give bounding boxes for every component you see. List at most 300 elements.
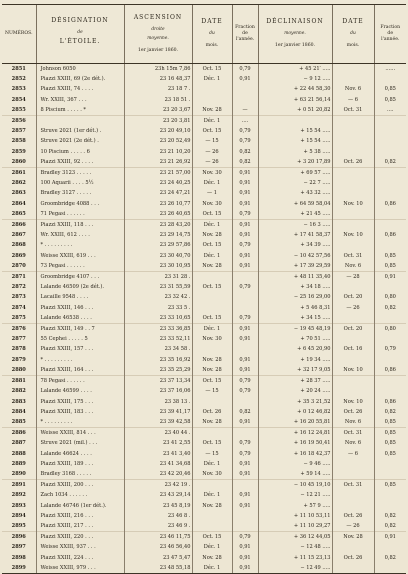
fraction-declinaison-cell: 0,86: [374, 230, 406, 240]
date-ascension-cell: — 1: [192, 188, 232, 198]
designation-cell: Groombridge 4107 . . .: [36, 272, 124, 283]
designation-cell: Piazzi XXIII, 164 . . .: [36, 365, 124, 376]
fraction-ascension-cell: 0,91: [232, 490, 258, 500]
fraction-ascension-cell: 0,79: [232, 386, 258, 396]
table-row: [2, 251, 406, 261]
fraction-declinaison-cell: 0,91: [374, 532, 406, 543]
date-ascension-cell: Nov. 30: [192, 469, 232, 480]
table-row: [2, 344, 406, 354]
ascension-cell: 23 38 13 .: [124, 397, 192, 407]
ascension-cell: 23 28 43,20: [124, 220, 192, 231]
fraction-declinaison-cell: 0,82: [374, 303, 406, 313]
declinaison-cell: − 12 48 .....: [258, 542, 332, 552]
date-declinaison-cell: [332, 168, 374, 179]
numero-cell: 2865: [11, 210, 26, 217]
numero-cell: 2892: [11, 492, 26, 499]
ascension-cell: 23 21 10,20: [124, 147, 192, 157]
date-ascension-cell: [192, 480, 232, 491]
fraction-ascension-cell: 0,91: [232, 417, 258, 428]
declinaison-cell: + 63 21 56,14: [258, 95, 332, 105]
table-row: [2, 95, 406, 105]
table-row: [2, 178, 406, 188]
numero-cell: 2894: [11, 512, 26, 519]
date-declinaison-cell: — 6: [332, 95, 374, 105]
fraction-ascension-cell: 0,91: [232, 459, 258, 469]
fraction-declinaison-cell: 0,85: [374, 480, 406, 491]
fraction-declinaison-cell: 0,86: [374, 365, 406, 376]
fraction-declinaison-cell: 0,86: [374, 397, 406, 407]
table-row: [2, 334, 406, 344]
ascension-cell: 23 47 5,47: [124, 553, 192, 563]
numero-cell: 2852: [11, 76, 26, 83]
declinaison-cell: + 16 20 55,81: [258, 417, 332, 428]
ascension-cell: 23 24 47,21: [124, 188, 192, 198]
fraction-ascension-cell: 0,82: [232, 147, 258, 157]
fraction-ascension-cell: [232, 95, 258, 105]
numero-cell: 2881: [2, 376, 36, 387]
fraction-ascension-cell: 0,79: [232, 240, 258, 250]
table-row: [2, 168, 406, 179]
declinaison-cell: − 16 3 .....: [258, 220, 332, 231]
fraction-ascension-cell: 0,91: [232, 251, 258, 261]
table-row: [2, 157, 406, 168]
designation-cell: Weisse XXIII, 619 . . .: [36, 251, 124, 261]
declinaison-cell: − 12 21 .....: [258, 490, 332, 500]
date-declinaison-cell: Oct. 31: [332, 480, 374, 491]
date-declinaison-cell: [332, 490, 374, 500]
designation-cell: Wr. XXIII, 367 . . .: [36, 95, 124, 105]
date-declinaison-cell: — 28: [332, 272, 374, 283]
date-ascension-cell: Déc. 1: [192, 178, 232, 188]
declinaison-cell: + 70 51 .....: [258, 334, 332, 344]
declinaison-cell: − 10 42 57,56: [258, 251, 332, 261]
numero-cell: 2869: [11, 252, 26, 259]
declinaison-cell: + 3 20 17,89: [258, 157, 332, 168]
fraction-declinaison-cell: ......: [374, 64, 406, 75]
designation-cell: Piazzi XXIII, 189 . . .: [36, 459, 124, 469]
ascension-cell: 23 16 48,37: [124, 74, 192, 84]
date-declinaison-cell: [332, 386, 374, 396]
date-ascension-cell: Nov. 30: [192, 168, 232, 179]
numero-cell: 2885: [11, 418, 26, 425]
numero-cell: 2859: [11, 148, 26, 155]
fraction-declinaison-cell: [374, 386, 406, 396]
ascension-cell: 23 41 34,68: [124, 459, 192, 469]
fraction-ascension-cell: [232, 480, 258, 491]
date-declinaison-cell: [332, 126, 374, 136]
ascension-cell: 23 21 57,00: [124, 168, 192, 179]
fraction-ascension-cell: [232, 303, 258, 313]
date-ascension-cell: Oct. 26: [192, 407, 232, 417]
ascension-cell: 23 26 40,65: [124, 209, 192, 220]
numero-cell: 2879: [11, 356, 26, 363]
declinaison-cell: + 32 17 9,05: [258, 365, 332, 376]
ascension-cell: 23 31 55,59: [124, 282, 192, 292]
date-ascension-cell: [192, 521, 232, 532]
declinaison-cell: + 69 57 .....: [258, 168, 332, 179]
numero-cell: 2888: [11, 450, 26, 457]
date-ascension-cell: Oct. 15: [192, 313, 232, 324]
header-declinaison: DÉCLINAISON moyenne. 1er janvier 1860.: [258, 5, 332, 64]
declinaison-cell: + 15 54 .....: [258, 136, 332, 146]
table-row: [2, 313, 406, 324]
ascension-cell: 23 37 16,06: [124, 386, 192, 396]
ascension-cell: 23 41 3,40: [124, 449, 192, 459]
fraction-declinaison-cell: ....: [374, 105, 406, 116]
numero-cell: 2874: [11, 304, 26, 311]
fraction-declinaison-cell: 0,79: [374, 344, 406, 354]
date-declinaison-cell: Nov. 6: [332, 438, 374, 448]
fraction-declinaison-cell: [374, 178, 406, 188]
ascension-cell: 23h 15m 7,86: [124, 64, 192, 75]
date-declinaison-cell: Nov. 10: [332, 199, 374, 209]
date-ascension-cell: Déc. 1: [192, 220, 232, 231]
ascension-cell: 23 48 55,18: [124, 563, 192, 574]
table-row: [2, 136, 406, 146]
declinaison-cell: + 45 21′ .....: [258, 64, 332, 75]
numero-cell: 2895: [11, 522, 26, 529]
date-declinaison-cell: — 26: [332, 303, 374, 313]
date-declinaison-cell: [332, 64, 374, 75]
numero-cell: 2868: [11, 242, 26, 249]
table-row: [2, 386, 406, 396]
date-declinaison-cell: [332, 116, 374, 127]
fraction-declinaison-cell: [374, 334, 406, 344]
date-declinaison-cell: [332, 188, 374, 198]
designation-cell: Groombridge 4088 . . .: [36, 199, 124, 209]
date-ascension-cell: [192, 511, 232, 521]
numero-cell: 2870: [11, 262, 26, 269]
date-declinaison-cell: Oct. 20: [332, 292, 374, 302]
ascension-cell: 23 42 19 .: [124, 480, 192, 491]
designation-cell: Johnson 6050: [36, 64, 124, 75]
table-row: [2, 209, 406, 220]
fraction-declinaison-cell: [374, 136, 406, 146]
date-declinaison-cell: Nov. 10: [332, 365, 374, 376]
date-ascension-cell: Déc. 1: [192, 324, 232, 335]
date-ascension-cell: Nov. 30: [192, 334, 232, 344]
ascension-cell: 23 41 2,55: [124, 438, 192, 448]
declinaison-cell: − 19 45 48,19: [258, 324, 332, 335]
designation-cell: Zach 1034 . . . . . .: [36, 490, 124, 500]
date-ascension-cell: Déc. 1: [192, 459, 232, 469]
fraction-declinaison-cell: 0,82: [374, 521, 406, 532]
header-date-declinaison: DATE du mois.: [332, 5, 374, 64]
ascension-cell: 23 45 8,19: [124, 501, 192, 511]
designation-cell: 78 Pegasi . . . . . .: [36, 376, 124, 387]
table-row: [2, 553, 406, 563]
fraction-declinaison-cell: [374, 313, 406, 324]
fraction-declinaison-cell: [374, 209, 406, 220]
fraction-ascension-cell: [232, 272, 258, 283]
date-ascension-cell: [192, 303, 232, 313]
table-row: [2, 521, 406, 532]
declinaison-cell: − 22 7 .....: [258, 178, 332, 188]
numero-cell: 2863: [11, 190, 26, 197]
date-ascension-cell: Oct. 15: [192, 532, 232, 543]
declinaison-cell: + 64 59 58,04: [258, 199, 332, 209]
ascension-cell: 23 20 49,10: [124, 126, 192, 136]
table-row: [2, 324, 406, 335]
designation-cell: Wr. XXIII, 612 . . . .: [36, 230, 124, 240]
table-row: [2, 469, 406, 480]
date-ascension-cell: Déc. 1: [192, 563, 232, 574]
table-row: [2, 303, 406, 313]
date-declinaison-cell: Oct. 31: [332, 251, 374, 261]
date-declinaison-cell: Nov. 6: [332, 84, 374, 94]
date-ascension-cell: Oct. 15: [192, 64, 232, 75]
numero-cell: 2857: [11, 128, 26, 135]
table-row: [2, 365, 406, 376]
designation-cell: Weisse XXIII, 979 . . .: [36, 563, 124, 574]
declinaison-cell: + 34 18 .....: [258, 282, 332, 292]
fraction-ascension-cell: 0,79: [232, 64, 258, 75]
date-ascension-cell: [192, 84, 232, 94]
numero-cell: 2871: [2, 272, 36, 283]
date-ascension-cell: — 15: [192, 136, 232, 146]
declinaison-cell: − 12 49 .....: [258, 563, 332, 574]
date-declinaison-cell: — 6: [332, 449, 374, 459]
fraction-ascension-cell: —: [232, 105, 258, 116]
table-row: [2, 240, 406, 250]
fraction-declinaison-cell: 0,86: [374, 199, 406, 209]
date-ascension-cell: — 15: [192, 449, 232, 459]
fraction-declinaison-cell: [374, 168, 406, 179]
ascension-cell: 23 21 26,92: [124, 157, 192, 168]
ascension-cell: 23 46 8 .: [124, 511, 192, 521]
designation-cell: Lalande 46538 . . . .: [36, 313, 124, 324]
declinaison-cell: + 48 11 35,40: [258, 272, 332, 283]
declinaison-cell: + 16 12 24,81: [258, 428, 332, 439]
numero-cell: 2856: [2, 116, 36, 127]
ascension-cell: 23 20 3,81: [124, 116, 192, 127]
designation-cell: Piazzi XXIII, 224 . . .: [36, 553, 124, 563]
ascension-cell: 23 39 42,58: [124, 417, 192, 428]
designation-cell: [36, 116, 124, 127]
table-row: [2, 428, 406, 439]
table-row: [2, 282, 406, 292]
ascension-cell: 23 18 51 .: [124, 95, 192, 105]
declinaison-cell: + 0 12 46,82: [258, 407, 332, 417]
table-row: [2, 292, 406, 302]
table-row: [2, 261, 406, 272]
table-row: [2, 480, 406, 491]
date-declinaison-cell: Oct. 31: [332, 428, 374, 439]
fraction-declinaison-cell: 0,85: [374, 438, 406, 448]
ascension-cell: 23 46 56,40: [124, 542, 192, 552]
fraction-declinaison-cell: [374, 459, 406, 469]
date-ascension-cell: Déc. 1: [192, 251, 232, 261]
fraction-ascension-cell: 0,79: [232, 126, 258, 136]
designation-cell: Piazzi XXIII, 217 . . .: [36, 521, 124, 532]
designation-cell: Piazzi XXIII, 69 (2e dét.).: [36, 74, 124, 84]
ascension-cell: 23 33 36,85: [124, 324, 192, 335]
table-row: [2, 397, 406, 407]
numero-cell: 2875: [11, 314, 26, 321]
designation-cell: Struve 2021 (mil.) . . .: [36, 438, 124, 448]
declinaison-cell: + 57 9 .....: [258, 501, 332, 511]
table-row: [2, 105, 406, 116]
fraction-ascension-cell: 0,82: [232, 407, 258, 417]
fraction-ascension-cell: 0,91: [232, 563, 258, 574]
numero-cell: 2860: [11, 158, 26, 165]
designation-cell: Bradley 3127 . . . . .: [36, 188, 124, 198]
designation-cell: Bradley 3123 . . . . .: [36, 168, 124, 179]
numero-cell: 2897: [11, 544, 26, 551]
date-ascension-cell: — 15: [192, 386, 232, 396]
date-declinaison-cell: [332, 334, 374, 344]
declinaison-cell: + 22 44 58,30: [258, 84, 332, 94]
date-ascension-cell: Déc. 1: [192, 542, 232, 552]
fraction-declinaison-cell: 0,82: [374, 553, 406, 563]
date-ascension-cell: Déc. 1: [192, 116, 232, 127]
fraction-ascension-cell: 0,82: [232, 157, 258, 168]
designation-cell: * . . . . . . . . .: [36, 355, 124, 365]
declinaison-cell: + 35 3 21,52: [258, 397, 332, 407]
declinaison-cell: − 9 12 .....: [258, 74, 332, 84]
date-declinaison-cell: [332, 469, 374, 480]
header-fraction-declinaison: Fraction de l'année.: [374, 5, 406, 64]
date-ascension-cell: Nov. 28: [192, 355, 232, 365]
numero-cell: 2872: [11, 284, 26, 291]
date-declinaison-cell: [332, 178, 374, 188]
declinaison-cell: + 5 46 8,31: [258, 303, 332, 313]
fraction-declinaison-cell: 0,85: [374, 449, 406, 459]
declinaison-cell: + 17 41 58,37: [258, 230, 332, 240]
date-declinaison-cell: Oct. 26: [332, 157, 374, 168]
declinaison-cell: + 15 54 .....: [258, 126, 332, 136]
ascension-cell: 23 20 52,49: [124, 136, 192, 146]
fraction-declinaison-cell: [374, 147, 406, 157]
table-row: [2, 188, 406, 198]
fraction-ascension-cell: [232, 521, 258, 532]
date-declinaison-cell: Nov. 10: [332, 230, 374, 240]
fraction-declinaison-cell: [374, 563, 406, 574]
designation-cell: Bradley 3168 . . . . .: [36, 469, 124, 480]
fraction-ascension-cell: 0,79: [232, 136, 258, 146]
declinaison-cell: + 28 37 .....: [258, 376, 332, 387]
table-row: [2, 126, 406, 136]
fraction-ascension-cell: [232, 428, 258, 439]
table-row: [2, 220, 406, 231]
date-ascension-cell: Nov. 28: [192, 230, 232, 240]
declinaison-cell: + 34 15 .....: [258, 313, 332, 324]
table-row: [2, 449, 406, 459]
fraction-declinaison-cell: [374, 355, 406, 365]
table-row: [2, 490, 406, 500]
fraction-declinaison-cell: [374, 542, 406, 552]
date-declinaison-cell: Oct. 31: [332, 105, 374, 116]
fraction-ascension-cell: [232, 84, 258, 94]
fraction-ascension-cell: 0,91: [232, 334, 258, 344]
designation-cell: 71 Pegasi . . . . . .: [36, 209, 124, 220]
fraction-declinaison-cell: [374, 469, 406, 480]
designation-cell: Piazzi XXIII, 146 . . .: [36, 303, 124, 313]
designation-cell: 100 Aquarii . . . . 5½: [36, 178, 124, 188]
date-declinaison-cell: [332, 501, 374, 511]
ascension-cell: 23 24 40,25: [124, 178, 192, 188]
fraction-ascension-cell: 0,91: [232, 220, 258, 231]
designation-cell: Piazzi XXIII, 200 . . .: [36, 480, 124, 491]
numero-cell: 2898: [11, 554, 26, 561]
ascension-cell: 23 35 25,29: [124, 365, 192, 376]
fraction-ascension-cell: 0,91: [232, 188, 258, 198]
ascension-cell: 23 31 28 .: [124, 272, 192, 283]
ascension-cell: 23 33 5 .: [124, 303, 192, 313]
header-fraction-ascension: Fraction de l'année.: [232, 5, 258, 64]
designation-cell: Lacaille 9548 . . . .: [36, 292, 124, 302]
date-declinaison-cell: Oct. 26: [332, 553, 374, 563]
declinaison-cell: + 59 14 .....: [258, 469, 332, 480]
fraction-declinaison-cell: 0,82: [374, 407, 406, 417]
declinaison-cell: + 16 18 42,37: [258, 449, 332, 459]
numero-cell: 2877: [11, 336, 26, 343]
date-ascension-cell: Nov. 28: [192, 365, 232, 376]
fraction-ascension-cell: 0,79: [232, 282, 258, 292]
fraction-declinaison-cell: 0,85: [374, 95, 406, 105]
date-declinaison-cell: Nov. 10: [332, 397, 374, 407]
declinaison-cell: + 19 34 .....: [258, 355, 332, 365]
declinaison-cell: + 17 39 29,59: [258, 261, 332, 272]
date-ascension-cell: Nov. 28: [192, 501, 232, 511]
numero-cell: 2864: [11, 200, 26, 207]
date-declinaison-cell: Oct. 20: [332, 324, 374, 335]
designation-cell: Piazzi XXIII, 220 . . .: [36, 532, 124, 543]
numero-cell: 2893: [11, 502, 26, 509]
declinaison-cell: + 5 38 .....: [258, 147, 332, 157]
date-ascension-cell: [192, 397, 232, 407]
numero-cell: 2861: [2, 168, 36, 179]
designation-cell: Lalande 46746 (1er dét.).: [36, 501, 124, 511]
declinaison-cell: + 21 45 .....: [258, 209, 332, 220]
date-declinaison-cell: [332, 542, 374, 552]
date-ascension-cell: Oct. 15: [192, 438, 232, 448]
designation-cell: Weisse XXIII, 937 . . .: [36, 542, 124, 552]
ascension-cell: 23 33 10,65: [124, 313, 192, 324]
date-ascension-cell: Oct. 15: [192, 376, 232, 387]
table-row: [2, 438, 406, 448]
date-ascension-cell: [192, 272, 232, 283]
ascension-cell: 23 42 20,46: [124, 469, 192, 480]
designation-cell: 55 Cephei . . . . . 5: [36, 334, 124, 344]
fraction-declinaison-cell: [374, 501, 406, 511]
table-row: [2, 230, 406, 240]
fraction-ascension-cell: 0,91: [232, 542, 258, 552]
designation-cell: Piazzi XXIII, 149 . . 7: [36, 324, 124, 335]
fraction-ascension-cell: [232, 292, 258, 302]
numero-cell: 2876: [2, 324, 36, 335]
table-row: [2, 272, 406, 283]
ascension-cell: 23 34 58 .: [124, 344, 192, 354]
fraction-declinaison-cell: [374, 240, 406, 250]
declinaison-cell: − 9 46 .....: [258, 459, 332, 469]
fraction-ascension-cell: 0,91: [232, 230, 258, 240]
date-declinaison-cell: [332, 240, 374, 250]
date-declinaison-cell: [332, 74, 374, 84]
fraction-declinaison-cell: 0,85: [374, 84, 406, 94]
designation-cell: Piazzi XXIII, 74 . . . .: [36, 84, 124, 94]
numero-cell: 2889: [11, 460, 26, 467]
table-row: [2, 376, 406, 387]
declinaison-cell: [258, 116, 332, 127]
numero-cell: 2886: [2, 428, 36, 439]
numero-cell: 2853: [11, 86, 26, 93]
numero-cell: 2854: [11, 96, 26, 103]
fraction-declinaison-cell: 0,80: [374, 292, 406, 302]
fraction-declinaison-cell: 0,80: [374, 324, 406, 335]
date-declinaison-cell: [332, 282, 374, 292]
numero-cell: 2883: [11, 398, 26, 405]
